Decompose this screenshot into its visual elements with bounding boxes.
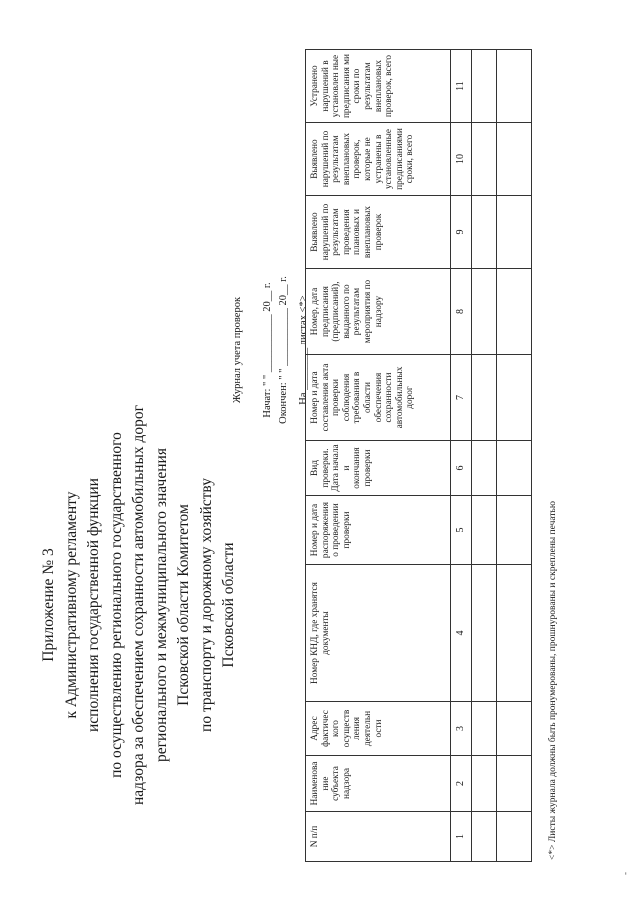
column-header: N п/п [306, 812, 451, 862]
table-row [472, 50, 497, 862]
column-header: Наименова ние субъекта надзора [306, 756, 451, 812]
journal-finished: Окончен: " " ___________ 20__ г. [278, 276, 289, 424]
table-number-row [451, 50, 472, 862]
journal-started: Начат: " " ___________ 20__ г. [262, 282, 273, 418]
table-cell [497, 756, 532, 812]
inspections-table [305, 49, 532, 862]
table-row [497, 50, 532, 862]
journal-block [230, 185, 312, 515]
column-number: 9 [451, 196, 472, 269]
column-header: Адрес фактичес кого осуществ ления деятельн ости [306, 702, 451, 756]
table-cell [472, 355, 497, 441]
column-number: 6 [451, 441, 472, 496]
column-number: 4 [451, 565, 472, 702]
appendix-line: к Административному регламенту [62, 491, 80, 719]
column-number: 10 [451, 123, 472, 196]
table-cell [497, 441, 532, 496]
table-cell [472, 196, 497, 269]
table-cell [472, 756, 497, 812]
table-cell [472, 812, 497, 862]
column-header: Номер, дата предписания (предписаний), выданного по результатам мероприятия по надзору [306, 269, 451, 355]
table-header-row [306, 50, 451, 862]
column-header: Вид проверки. Дата начала и окончания проверки [306, 441, 451, 496]
footnote: <*> Листы журнала должны быть пронумерованы, прошнурованы и скреплены печатью [548, 501, 558, 860]
table-cell [472, 269, 497, 355]
column-header: Выявлено нарушений по результатам проведения плановых и внеплановых проверок [306, 196, 451, 269]
table-cell [472, 50, 497, 123]
column-header: Номер КНД, где хранятся документы [306, 565, 451, 702]
column-number: 8 [451, 269, 472, 355]
table-cell [497, 196, 532, 269]
margin-mark: - [620, 872, 630, 875]
appendix-line: Псковской области [220, 542, 237, 668]
table-cell [497, 702, 532, 756]
appendix-line: Приложение № 3 [40, 548, 57, 662]
journal-title: Журнал учета проверок [232, 296, 243, 404]
table-cell [472, 123, 497, 196]
column-number: 11 [451, 50, 472, 123]
column-header: Номер и дата распоряжения о проведении проверки [306, 496, 451, 565]
table-cell [497, 812, 532, 862]
table-cell [497, 496, 532, 565]
column-number: 5 [451, 496, 472, 565]
appendix-header [38, 395, 241, 815]
column-header: Номер и дата составления акта проверки соблюдения требования в области обеспечения сохранности автомобильных дорог [306, 355, 451, 441]
table-cell [497, 50, 532, 123]
table-cell [497, 565, 532, 702]
journal-sheets: На ________ листах <*> [298, 295, 309, 405]
column-header: Устранено нарушений в установлен ные предписания ми сроки по результатам внеплановых проверок, всего [306, 50, 451, 123]
column-number: 7 [451, 355, 472, 441]
table-cell [472, 702, 497, 756]
appendix-line: регионального и межмуниципального значения [152, 448, 170, 762]
appendix-line: Псковской области Комитетом [175, 504, 192, 706]
table-cell [497, 355, 532, 441]
table-cell [472, 441, 497, 496]
column-number: 2 [451, 756, 472, 812]
column-number: 3 [451, 702, 472, 756]
table-cell [472, 496, 497, 565]
column-header: Выявлено нарушений по результатам внеплановых проверок, которые не устранены в установленные предписаниями сроки, всего [306, 123, 451, 196]
table-cell [472, 565, 497, 702]
appendix-line: надзора за обеспечением сохранности автомобильных дорог [130, 405, 147, 805]
appendix-line: по транспорту и дорожному хозяйству [197, 478, 215, 732]
column-number: 1 [451, 812, 472, 862]
table-cell [497, 269, 532, 355]
appendix-line: по осуществлению регионального государственного [107, 432, 125, 778]
appendix-line: исполнения государственной функции [85, 478, 102, 732]
table-cell [497, 123, 532, 196]
